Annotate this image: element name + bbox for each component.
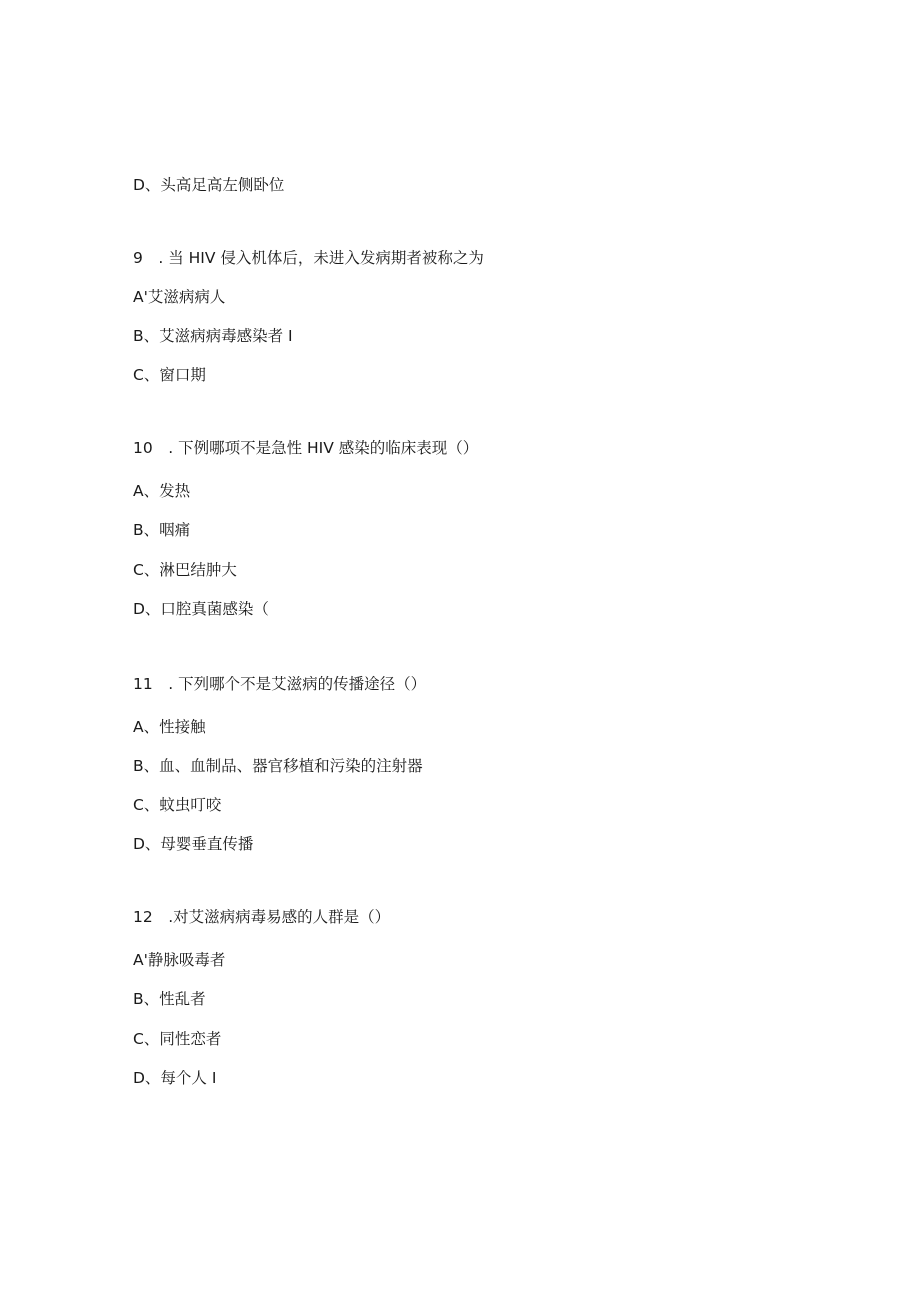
option-c: C、同性恋者 [133,1030,222,1048]
option-d: D、母婴垂直传播 [133,835,254,853]
option-b: B、咽痛 [133,521,191,539]
option-b: B、血、血制品、器官移植和污染的注射器 [133,757,423,775]
question-stem: 11 . 下列哪个不是艾滋病的传播途径（） [133,675,427,693]
option-c: C、窗口期 [133,366,206,384]
question-stem: 9 . 当 HIV 侵入机体后，未进入发病期者被称之为 [133,249,484,267]
option-b: B、性乱者 [133,990,206,1008]
option-a: A、发热 [133,482,191,500]
option-d: D、口腔真菌感染（ [133,600,269,618]
option-b: B、艾滋病病毒感染者 I [133,327,293,345]
question-stem: 10 . 下例哪项不是急性 HIV 感染的临床表现（） [133,439,479,457]
option-a: A'艾滋病病人 [133,288,226,306]
option-a: A'静脉吸毒者 [133,951,226,969]
option-c: C、淋巴结肿大 [133,561,237,579]
option-d: D、每个人 I [133,1069,217,1087]
option-c: C、蚊虫叮咬 [133,796,222,814]
prev-question-option-d: D、头高足高左侧卧位 [133,176,285,194]
question-stem: 12 .对艾滋病病毒易感的人群是（） [133,908,391,926]
option-a: A、性接触 [133,718,206,736]
